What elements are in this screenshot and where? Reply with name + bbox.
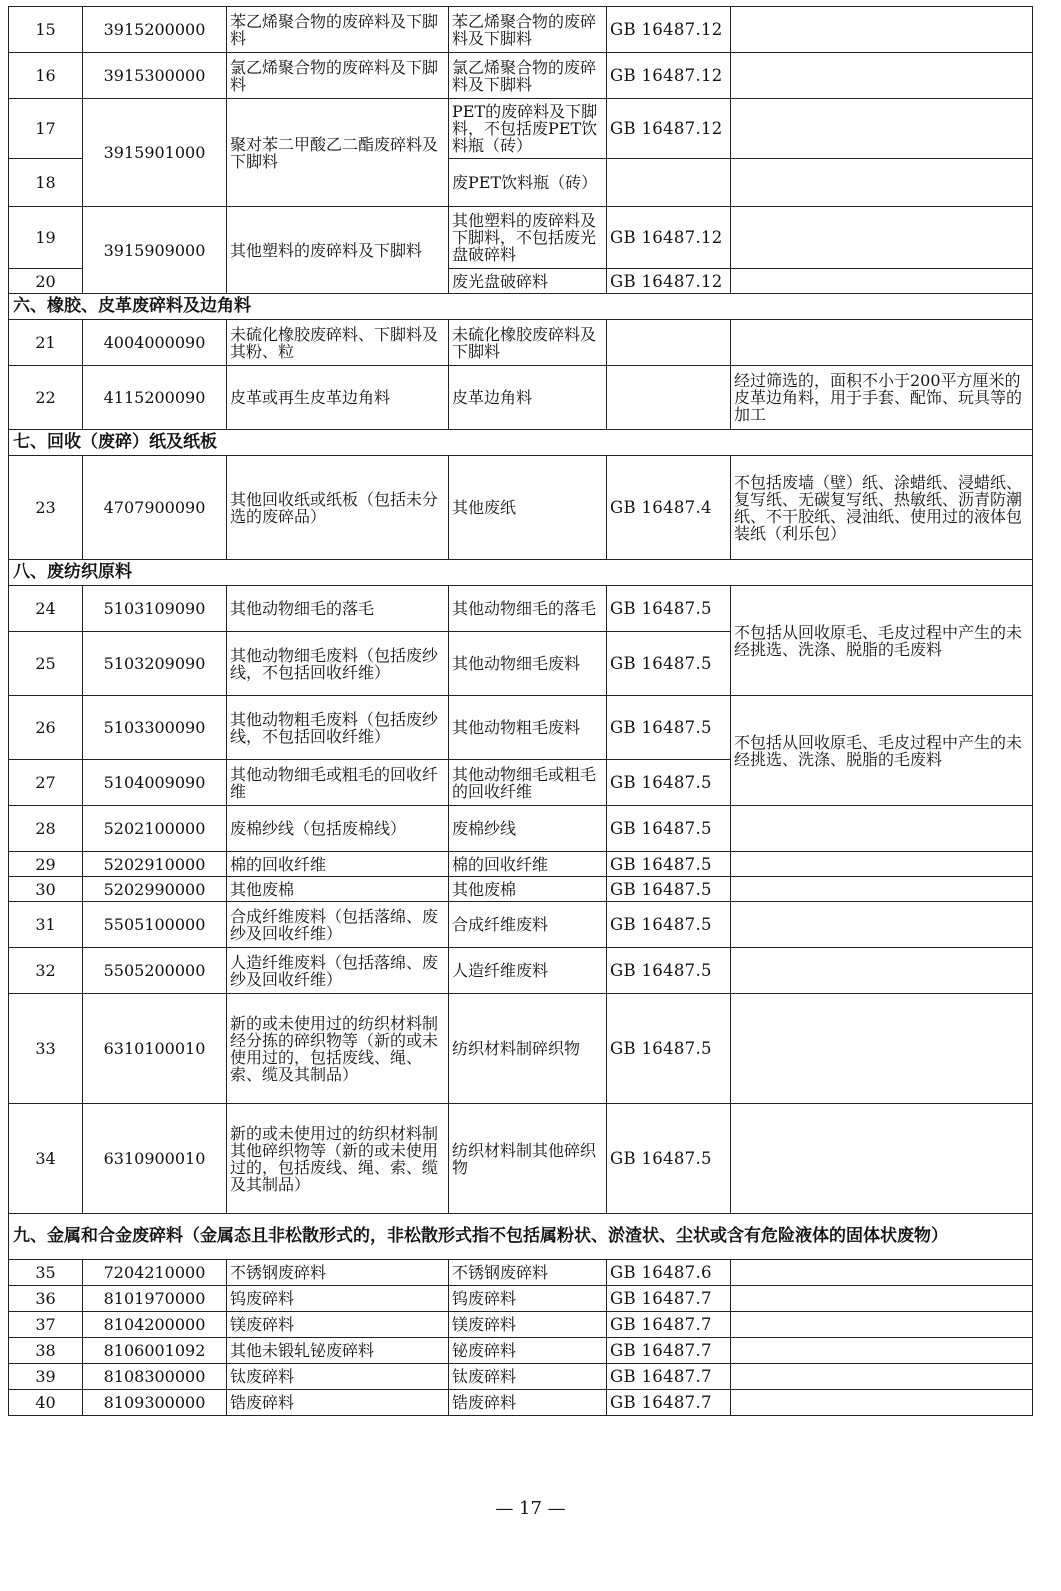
- commodity-name-cell: 新的或未使用过的纺织材料制其他碎织物等（新的或未使用过的，包括废线、绳、索、缆及其制品）: [227, 1104, 449, 1214]
- commodity-name-cell: 其他塑料的废碎料及下脚料: [227, 207, 449, 294]
- row-number-cell: 31: [9, 902, 83, 948]
- waste-name-cell: 其他动物细毛的落毛: [449, 586, 607, 632]
- standard-cell: GB 16487.5: [607, 902, 731, 948]
- standard-cell: GB 16487.12: [607, 7, 731, 53]
- commodity-code-cell: 3915909000: [83, 207, 227, 294]
- note-cell: [731, 1312, 1033, 1338]
- commodity-code-cell: 4707900090: [83, 456, 227, 560]
- waste-name-cell: 铋废碎料: [449, 1338, 607, 1364]
- table-row: [9, 586, 1033, 632]
- row-number-cell: 40: [9, 1390, 83, 1416]
- commodity-code-cell: 5505200000: [83, 948, 227, 994]
- waste-name-cell: 苯乙烯聚合物的废碎料及下脚料: [449, 7, 607, 53]
- table-row: [9, 207, 1033, 269]
- commodity-name-cell: 未硫化橡胶废碎料、下脚料及其粉、粒: [227, 320, 449, 366]
- waste-name-cell: 废棉纱线: [449, 806, 607, 852]
- table-row: [9, 852, 1033, 877]
- standard-cell: GB 16487.7: [607, 1286, 731, 1312]
- standard-cell: [607, 366, 731, 430]
- commodity-name-cell: 其他未锻轧铋废碎料: [227, 1338, 449, 1364]
- commodity-code-cell: 5103300090: [83, 696, 227, 760]
- standard-cell: GB 16487.7: [607, 1312, 731, 1338]
- row-number-cell: 16: [9, 53, 83, 99]
- waste-name-cell: 钛废碎料: [449, 1364, 607, 1390]
- note-cell: [731, 994, 1033, 1104]
- note-cell: [731, 1390, 1033, 1416]
- waste-name-cell: 合成纤维废料: [449, 902, 607, 948]
- commodity-code-cell: 5103109090: [83, 586, 227, 632]
- row-number-cell: 36: [9, 1286, 83, 1312]
- row-number-cell: 38: [9, 1338, 83, 1364]
- standard-cell: GB 16487.5: [607, 586, 731, 632]
- row-number-cell: 29: [9, 852, 83, 877]
- commodity-name-cell: 其他回收纸或纸板（包括未分选的废碎品）: [227, 456, 449, 560]
- table-row: [9, 1260, 1033, 1286]
- table-row: [9, 7, 1033, 53]
- table-row: [9, 1312, 1033, 1338]
- row-number-cell: 21: [9, 320, 83, 366]
- note-cell: [731, 53, 1033, 99]
- standard-cell: GB 16487.12: [607, 53, 731, 99]
- commodity-name-cell: 其他动物细毛或粗毛的回收纤维: [227, 760, 449, 806]
- waste-name-cell: 其他废纸: [449, 456, 607, 560]
- note-cell: [731, 7, 1033, 53]
- waste-name-cell: 其他动物细毛或粗毛的回收纤维: [449, 760, 607, 806]
- commodity-code-cell: 5202990000: [83, 877, 227, 902]
- table-row: [9, 99, 1033, 159]
- row-number-cell: 28: [9, 806, 83, 852]
- table-row: [9, 1104, 1033, 1214]
- commodity-code-cell: 8106001092: [83, 1338, 227, 1364]
- row-number-cell: 24: [9, 586, 83, 632]
- waste-name-cell: 废PET饮料瓶（砖）: [449, 159, 607, 207]
- commodity-code-cell: 8104200000: [83, 1312, 227, 1338]
- standard-cell: GB 16487.7: [607, 1338, 731, 1364]
- commodity-name-cell: 新的或未使用过的纺织材料制经分拣的碎织物等（新的或未使用过的，包括废线、绳、索、缆及其制品）: [227, 994, 449, 1104]
- commodity-code-cell: 8101970000: [83, 1286, 227, 1312]
- waste-name-cell: 纺织材料制其他碎织物: [449, 1104, 607, 1214]
- note-cell: [731, 159, 1033, 207]
- commodity-name-cell: 镁废碎料: [227, 1312, 449, 1338]
- commodity-name-cell: 苯乙烯聚合物的废碎料及下脚料: [227, 7, 449, 53]
- waste-name-cell: 其他动物粗毛废料: [449, 696, 607, 760]
- table-row: [9, 1364, 1033, 1390]
- note-cell: [731, 207, 1033, 269]
- row-number-cell: 26: [9, 696, 83, 760]
- table-row: [9, 1338, 1033, 1364]
- standard-cell: GB 16487.5: [607, 696, 731, 760]
- table-row: [9, 806, 1033, 852]
- commodity-code-cell: 5202910000: [83, 852, 227, 877]
- waste-name-cell: 其他动物细毛废料: [449, 632, 607, 696]
- row-number-cell: 30: [9, 877, 83, 902]
- waste-name-cell: 氯乙烯聚合物的废碎料及下脚料: [449, 53, 607, 99]
- note-cell: [731, 902, 1033, 948]
- page-number: — 17 —: [495, 1498, 566, 1519]
- commodity-name-cell: 聚对苯二甲酸乙二酯废碎料及下脚料: [227, 99, 449, 207]
- standard-cell: GB 16487.5: [607, 948, 731, 994]
- table-row: [9, 696, 1033, 760]
- waste-name-cell: 棉的回收纤维: [449, 852, 607, 877]
- commodity-name-cell: 废棉纱线（包括废棉线）: [227, 806, 449, 852]
- commodity-code-cell: 5505100000: [83, 902, 227, 948]
- note-cell: [731, 877, 1033, 902]
- row-number-cell: 22: [9, 366, 83, 430]
- standard-cell: GB 16487.4: [607, 456, 731, 560]
- note-cell: [731, 99, 1033, 159]
- waste-name-cell: 其他废棉: [449, 877, 607, 902]
- row-number-cell: 15: [9, 7, 83, 53]
- commodity-name-cell: 其他动物细毛的落毛: [227, 586, 449, 632]
- table-row: [9, 1286, 1033, 1312]
- waste-name-cell: 镁废碎料: [449, 1312, 607, 1338]
- commodity-code-cell: 6310900010: [83, 1104, 227, 1214]
- commodity-code-cell: 3915901000: [83, 99, 227, 207]
- note-cell: [731, 269, 1033, 294]
- commodity-code-cell: 4004000090: [83, 320, 227, 366]
- commodity-name-cell: 氯乙烯聚合物的废碎料及下脚料: [227, 53, 449, 99]
- note-cell: [731, 1338, 1033, 1364]
- commodity-name-cell: 合成纤维废料（包括落绵、废纱及回收纤维）: [227, 902, 449, 948]
- waste-name-cell: 不锈钢废碎料: [449, 1260, 607, 1286]
- commodity-name-cell: 钛废碎料: [227, 1364, 449, 1390]
- row-number-cell: 27: [9, 760, 83, 806]
- commodity-name-cell: 其他废棉: [227, 877, 449, 902]
- commodity-name-cell: 其他动物细毛废料（包括废纱线，不包括回收纤维）: [227, 632, 449, 696]
- row-number-cell: 35: [9, 1260, 83, 1286]
- commodity-name-cell: 皮革或再生皮革边角料: [227, 366, 449, 430]
- row-number-cell: 23: [9, 456, 83, 560]
- waste-name-cell: PET的废碎料及下脚料，不包括废PET饮料瓶（砖）: [449, 99, 607, 159]
- commodity-code-cell: 3915300000: [83, 53, 227, 99]
- section-title: 八、废纺织原料: [9, 560, 1033, 586]
- commodity-name-cell: 人造纤维废料（包括落绵、废纱及回收纤维）: [227, 948, 449, 994]
- commodity-code-cell: 8108300000: [83, 1364, 227, 1390]
- section-header-row: [9, 294, 1033, 320]
- note-cell: 不包括从回收原毛、毛皮过程中产生的未经挑选、洗涤、脱脂的毛废料: [731, 696, 1033, 806]
- standard-cell: [607, 159, 731, 207]
- note-cell: 不包括从回收原毛、毛皮过程中产生的未经挑选、洗涤、脱脂的毛废料: [731, 586, 1033, 696]
- waste-catalog-table: [8, 6, 1033, 1416]
- standard-cell: GB 16487.12: [607, 207, 731, 269]
- note-cell: [731, 1260, 1033, 1286]
- note-cell: [731, 1104, 1033, 1214]
- section-header-row: [9, 1214, 1033, 1260]
- note-cell: [731, 1364, 1033, 1390]
- row-number-cell: 19: [9, 207, 83, 269]
- row-number-cell: 25: [9, 632, 83, 696]
- note-cell: [731, 852, 1033, 877]
- standard-cell: GB 16487.7: [607, 1390, 731, 1416]
- waste-name-cell: 人造纤维废料: [449, 948, 607, 994]
- waste-name-cell: 未硫化橡胶废碎料及下脚料: [449, 320, 607, 366]
- row-number-cell: 32: [9, 948, 83, 994]
- table-row: [9, 53, 1033, 99]
- table-row: [9, 994, 1033, 1104]
- waste-name-cell: 锆废碎料: [449, 1390, 607, 1416]
- commodity-name-cell: 不锈钢废碎料: [227, 1260, 449, 1286]
- section-header-row: [9, 430, 1033, 456]
- row-number-cell: 39: [9, 1364, 83, 1390]
- row-number-cell: 20: [9, 269, 83, 294]
- standard-cell: GB 16487.5: [607, 760, 731, 806]
- document-page: [8, 6, 1032, 1416]
- table-row: [9, 902, 1033, 948]
- standard-cell: GB 16487.5: [607, 852, 731, 877]
- table-row: [9, 320, 1033, 366]
- row-number-cell: 18: [9, 159, 83, 207]
- commodity-name-cell: 锆废碎料: [227, 1390, 449, 1416]
- standard-cell: GB 16487.5: [607, 1104, 731, 1214]
- section-title: 七、回收（废碎）纸及纸板: [9, 430, 1033, 456]
- waste-name-cell: 纺织材料制碎织物: [449, 994, 607, 1104]
- commodity-code-cell: 5103209090: [83, 632, 227, 696]
- standard-cell: GB 16487.12: [607, 99, 731, 159]
- commodity-code-cell: 8109300000: [83, 1390, 227, 1416]
- waste-name-cell: 钨废碎料: [449, 1286, 607, 1312]
- standard-cell: GB 16487.5: [607, 877, 731, 902]
- commodity-code-cell: 5202100000: [83, 806, 227, 852]
- waste-name-cell: 废光盘破碎料: [449, 269, 607, 294]
- standard-cell: GB 16487.7: [607, 1364, 731, 1390]
- table-row: [9, 1390, 1033, 1416]
- table-row: [9, 366, 1033, 430]
- section-title: 六、橡胶、皮革废碎料及边角料: [9, 294, 1033, 320]
- table-row: [9, 877, 1033, 902]
- row-number-cell: 37: [9, 1312, 83, 1338]
- standard-cell: [607, 320, 731, 366]
- row-number-cell: 34: [9, 1104, 83, 1214]
- standard-cell: GB 16487.5: [607, 994, 731, 1104]
- standard-cell: GB 16487.5: [607, 806, 731, 852]
- note-cell: [731, 948, 1033, 994]
- commodity-code-cell: 6310100010: [83, 994, 227, 1104]
- section-header-row: [9, 560, 1033, 586]
- commodity-name-cell: 钨废碎料: [227, 1286, 449, 1312]
- commodity-code-cell: 5104009090: [83, 760, 227, 806]
- note-cell: [731, 1286, 1033, 1312]
- standard-cell: GB 16487.5: [607, 632, 731, 696]
- row-number-cell: 33: [9, 994, 83, 1104]
- commodity-code-cell: 7204210000: [83, 1260, 227, 1286]
- commodity-code-cell: 3915200000: [83, 7, 227, 53]
- note-cell: 不包括废墙（壁）纸、涂蜡纸、浸蜡纸、复写纸、无碳复写纸、热敏纸、沥青防潮纸、不干胶纸、浸油纸、使用过的液体包装纸（利乐包）: [731, 456, 1033, 560]
- commodity-name-cell: 其他动物粗毛废料（包括废纱线，不包括回收纤维）: [227, 696, 449, 760]
- note-cell: [731, 806, 1033, 852]
- commodity-name-cell: 棉的回收纤维: [227, 852, 449, 877]
- commodity-code-cell: 4115200090: [83, 366, 227, 430]
- waste-name-cell: 其他塑料的废碎料及下脚料，不包括废光盘破碎料: [449, 207, 607, 269]
- table-row: [9, 948, 1033, 994]
- section-title: 九、金属和合金废碎料（金属态且非松散形式的，非松散形式指不包括属粉状、淤渣状、尘状或含有危险液体的固体状废物）: [9, 1214, 1033, 1260]
- table-row: [9, 456, 1033, 560]
- note-cell: [731, 320, 1033, 366]
- standard-cell: GB 16487.12: [607, 269, 731, 294]
- row-number-cell: 17: [9, 99, 83, 159]
- standard-cell: GB 16487.6: [607, 1260, 731, 1286]
- waste-name-cell: 皮革边角料: [449, 366, 607, 430]
- note-cell: 经过筛选的，面积不小于200平方厘米的皮革边角料，用于手套、配饰、玩具等的加工: [731, 366, 1033, 430]
